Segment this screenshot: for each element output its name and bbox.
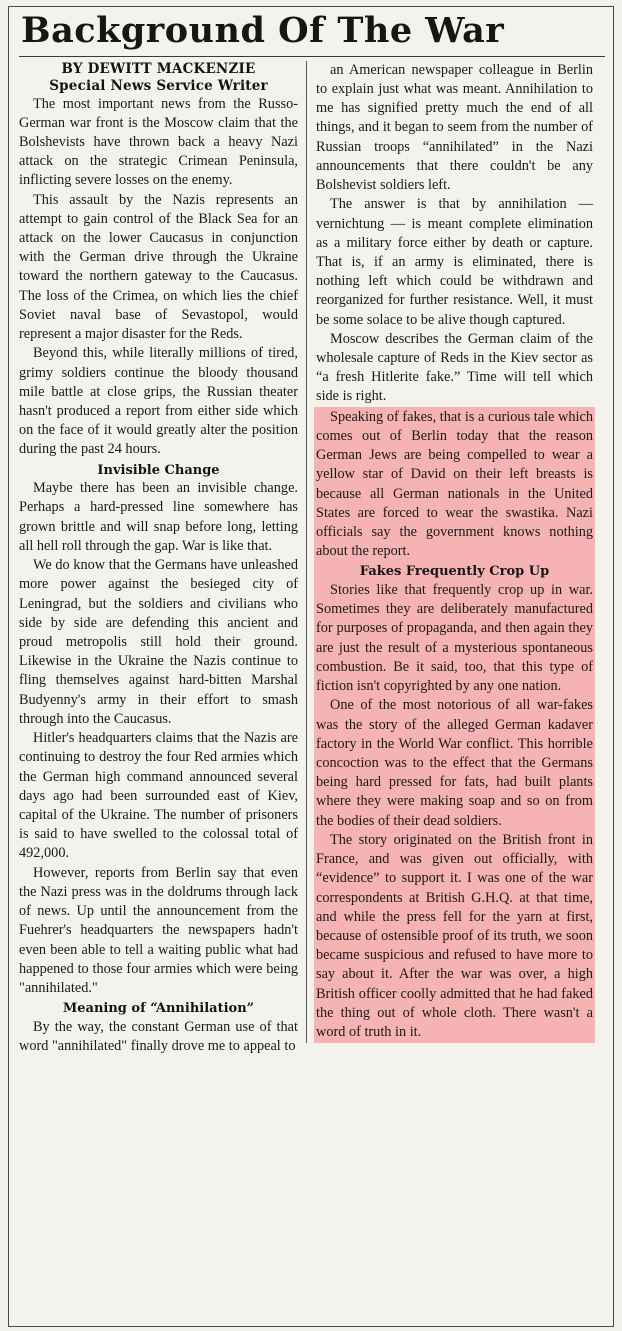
section-subhead: Fakes Frequently Crop Up: [359, 564, 550, 580]
article-frame: [8, 6, 614, 1327]
paragraph: Hitler's headquarters claims that the Nazis are continuing to destroy the four Red armies which the German high command announced several days ago had been surrounded east of Kiev, capital of the Ukraine. The number of prisoners is said to have swelled to the colossal total of 492,000.: [19, 730, 298, 862]
right-column: [306, 61, 593, 1044]
highlighted-region: [314, 407, 595, 1044]
paragraph-highlighted: Speaking of fakes, that is a curious tale which comes out of Berlin today that the reason German Jews are being compelled to wear a yellow star of David on their left breasts is because all German nationals in the United States are forced to wear the swastika. Nazi officials say the government knows nothing about the report.: [316, 408, 593, 560]
article-columns: [19, 61, 605, 1297]
section-subhead: Invisible Change: [97, 462, 220, 478]
byline-title: Special News Service Writer: [49, 77, 268, 94]
paragraph: The most important news from the Russo-German war front is the Moscow claim that the Bolshevists have thrown back a heavy Nazi attack on the strategic Crimean Peninsula, inflicting severe losses on the enemy.: [19, 95, 298, 189]
paragraph-highlighted: The story originated on the British front in France, and was given out officially, with “evidence” to support it. I was one of the war correspondents at British G.H.Q. at that time, and while the press fell for the yarn at first, because of ostensible proof of its truth, we soon became suspicious and refused to have more to say about it. After the war was over, a high British officer coolly admitted that he had faked the thing out of whole cloth. There wasn't a word of truth in it.: [316, 831, 593, 1041]
paragraph: The answer is that by annihilation — vernichtung — is meant complete elimination as a military force either by death or capture. That is, if an army is eliminated, there is nothing left which could be withdrawn and reorganized for further resistance. Well, it must be some solace to be alive though captured.: [316, 196, 593, 328]
paragraph: Moscow describes the German claim of the wholesale capture of Reds in the Kiev sector as “a fresh Hitlerite fake.” Time will tell which side is right.: [316, 330, 593, 405]
paragraph: Beyond this, while literally millions of tired, grimy soldiers continue the bloody thousand mile battle at close grips, the Russian theater hasn't produced a report from either side which on the face of it would greatly alter the position during the past 24 hours.: [19, 345, 298, 458]
page-title: Background Of The War: [21, 10, 505, 51]
left-column: [19, 61, 306, 1056]
section-subhead: Meaning of “Annihilation”: [62, 1001, 255, 1017]
paragraph: By the way, the constant German use of that word "annihilated" finally drove me to appeal to: [19, 1018, 298, 1054]
paragraph: Maybe there has been an invisible change. Perhaps a hard-pressed line somewhere has grown brittle and will snap before long, letting all hell roll through the gap. War is like that.: [19, 480, 298, 554]
paragraph: This assault by the Nazis represents an attempt to gain control of the Black Sea for an attack on the lower Caucasus in conjunction with the German drive through the Ukraine toward the northern gateway to the Caucasus. The loss of the Crimea, on which lies the chief Soviet naval base of Sevastopol, would represent a major disaster for the Reds.: [19, 191, 298, 343]
paragraph-highlighted: One of the most notorious of all war-fakes was the story of the alleged German kadaver factory in the World War conflict. This horrible concoction was to the effect that the Germans being hard pressed for fats, had built plants where they were making soap and so on from the bodies of their dead soldiers.: [316, 697, 593, 829]
paragraph-highlighted: Stories like that frequently crop up in war. Sometimes they are deliberately manufactured for purposes of propaganda, and then again they are just the result of a mysterious spontaneous combustion. Be it said, too, that this type of fiction isn't copyrighted by any one nation.: [316, 582, 593, 695]
paragraph: However, reports from Berlin say that even the Nazi press was in the doldrums through lack of news. Up until the announcement from the Fuehrer's headquarters the newspapers hadn't even been able to tell a waiting public what had happened to those four armies which were being "annihilated.": [19, 864, 298, 996]
paragraph: an American newspaper colleague in Berlin to explain just what was meant. Annihilation to me has signified pretty much the end of all things, and it began to seem from the number of Russian troops “annihilated” in the Nazi announcements that there couldn't be any Bolshevist soldiers left.: [316, 61, 593, 194]
byline-author: BY DEWITT MACKENZIE: [61, 60, 256, 77]
paragraph: We do know that the Germans have unleashed more power against the besieged city of Leningrad, but the soldiers and civilians who side by side are defending this ancient and proud metropolis still hold their ground. Likewise in the Ukraine the Nazis continue to fling themselves against hard-bitten Marshal Budyenny's army in their effort to smash through into the Caucasus.: [19, 557, 298, 727]
headline-divider: [19, 56, 605, 57]
